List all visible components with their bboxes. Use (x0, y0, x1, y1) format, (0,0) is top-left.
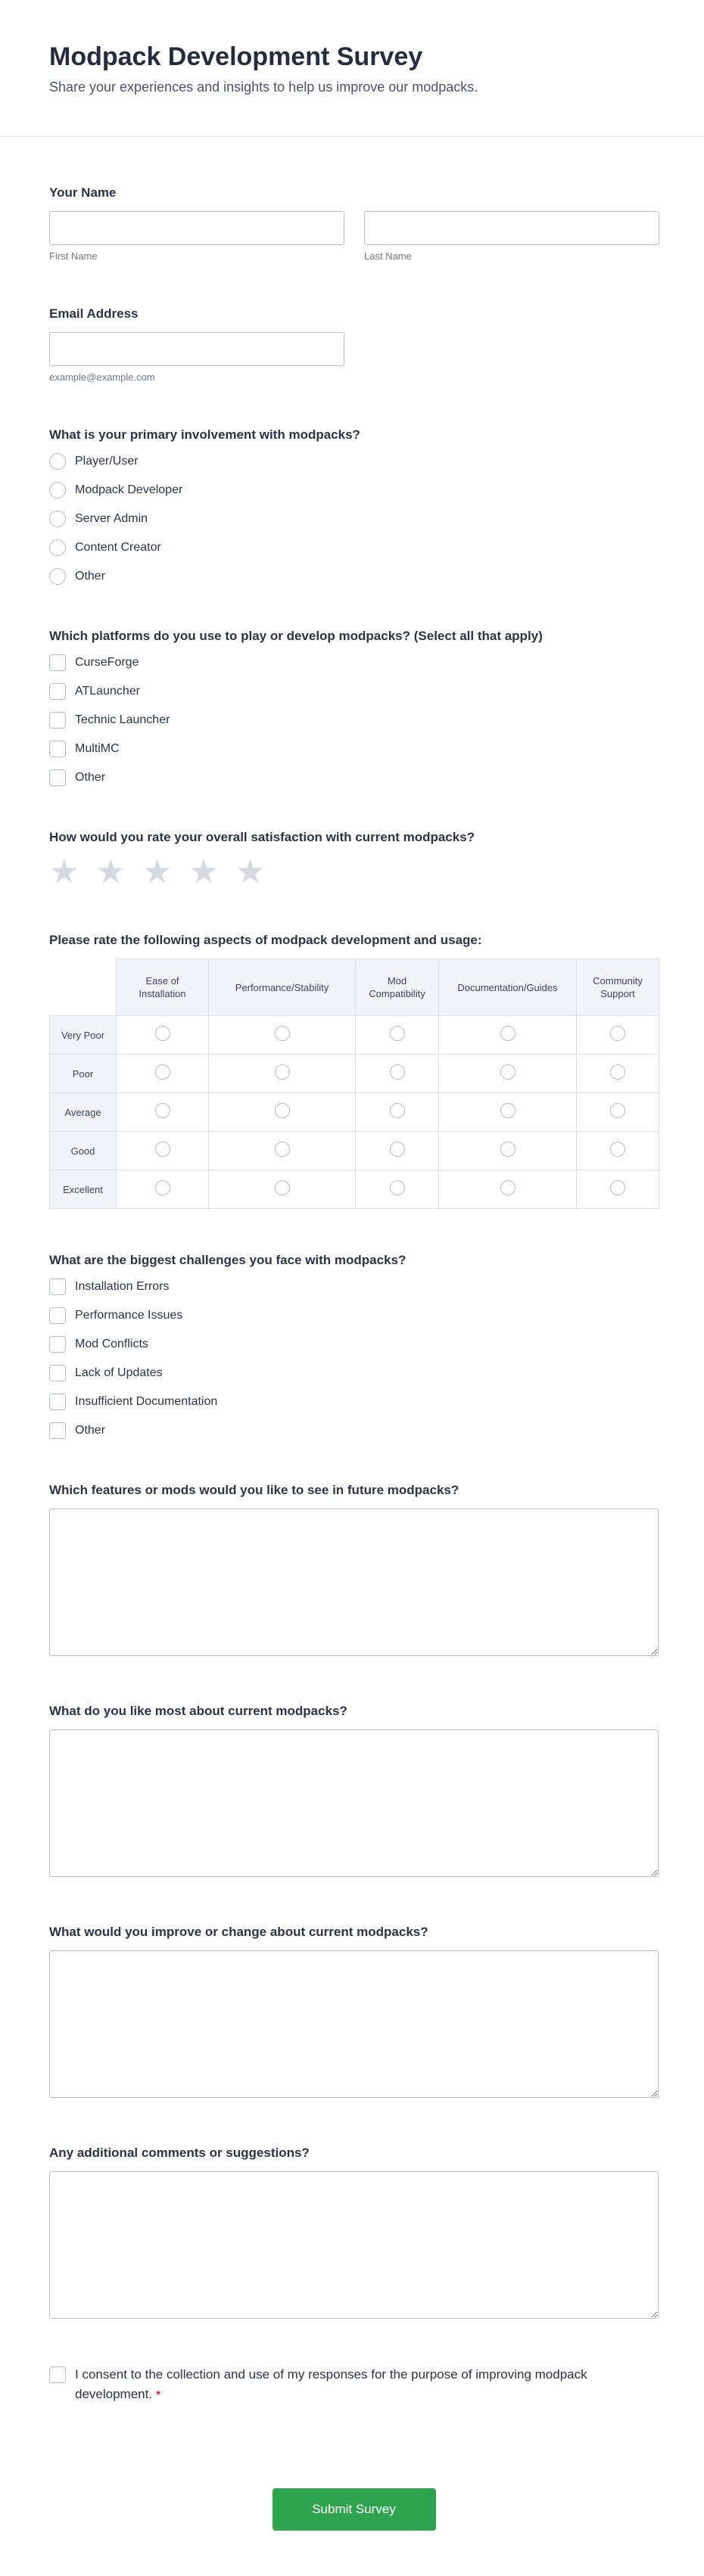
consent-label-text: I consent to the collection and use of my responses for the purpose of improving modpack development. (75, 2367, 587, 2401)
satisfaction-label: How would you rate your overall satisfaction with current modpacks? (49, 830, 475, 844)
matrix-cell[interactable] (356, 1093, 439, 1132)
checkbox-icon[interactable] (49, 1279, 66, 1295)
matrix-radio-icon[interactable] (500, 1026, 516, 1041)
matrix-radio-icon[interactable] (275, 1026, 290, 1041)
matrix-radio-icon[interactable] (390, 1064, 405, 1080)
matrix-cell[interactable] (117, 1170, 209, 1209)
matrix-cell[interactable] (577, 1170, 659, 1209)
checkbox-option-performance-issues[interactable] (49, 1307, 659, 1324)
name-label: Your Name (49, 185, 117, 200)
matrix-cell[interactable] (117, 1016, 209, 1055)
radio-icon[interactable] (49, 511, 66, 527)
matrix-radio-icon[interactable] (390, 1026, 405, 1041)
comments-label: Any additional comments or suggestions? (49, 2146, 310, 2160)
checkbox-option-other-challenge[interactable] (49, 1422, 659, 1439)
option-label: Content Creator (75, 541, 161, 554)
option-label: Player/User (75, 455, 139, 468)
matrix-cell[interactable] (577, 1016, 659, 1055)
matrix-cell[interactable] (209, 1055, 356, 1093)
star-icon[interactable]: ★ (188, 853, 219, 890)
matrix-radio-icon[interactable] (610, 1026, 625, 1041)
checkbox-option-insufficient-documentation[interactable] (49, 1394, 659, 1410)
option-label: Performance Issues (75, 1309, 183, 1322)
matrix-cell[interactable] (117, 1093, 209, 1132)
matrix-radio-icon[interactable] (275, 1142, 290, 1157)
matrix-cell[interactable] (439, 1016, 577, 1055)
matrix-radio-icon[interactable] (610, 1103, 625, 1118)
matrix-radio-icon[interactable] (275, 1103, 290, 1118)
checkbox-option-lack-of-updates[interactable] (49, 1365, 659, 1381)
matrix-radio-icon[interactable] (275, 1064, 290, 1080)
matrix-cell[interactable] (209, 1132, 356, 1170)
option-label: Lack of Updates (75, 1366, 163, 1379)
matrix-row-very-poor (50, 1016, 659, 1055)
matrix-radio-icon[interactable] (275, 1180, 290, 1195)
question-satisfaction (49, 828, 659, 889)
matrix-radio-icon[interactable] (155, 1180, 170, 1195)
radio-icon[interactable] (49, 568, 66, 585)
radio-option-content-creator[interactable] (49, 539, 659, 556)
first-name-field (49, 211, 344, 263)
question-improve (49, 1923, 659, 2102)
checkbox-option-installation-errors[interactable] (49, 1279, 659, 1295)
challenges-options (49, 1279, 659, 1439)
question-your-name (49, 184, 659, 263)
option-label: CurseForge (75, 656, 139, 669)
email-label: Email Address (49, 306, 139, 321)
matrix-radio-icon[interactable] (390, 1142, 405, 1157)
matrix-cell[interactable] (577, 1093, 659, 1132)
option-label: MultiMC (75, 742, 120, 755)
matrix-cell[interactable] (356, 1132, 439, 1170)
radio-icon[interactable] (49, 539, 66, 556)
matrix-cell[interactable] (117, 1055, 209, 1093)
matrix-radio-icon[interactable] (500, 1142, 516, 1157)
option-label: Server Admin (75, 512, 148, 525)
improve-label: What would you improve or change about current modpacks? (49, 1925, 428, 1939)
option-label: Mod Conflicts (75, 1338, 148, 1350)
improve-textarea[interactable] (49, 1950, 659, 2098)
matrix-radio-icon[interactable] (610, 1180, 625, 1195)
email-input[interactable] (49, 332, 344, 366)
matrix-label: Please rate the following aspects of modpack development and usage: (49, 933, 482, 947)
option-label: Other (75, 771, 106, 784)
question-like-most (49, 1702, 659, 1881)
matrix-cell[interactable] (439, 1132, 577, 1170)
checkbox-option-mod-conflicts[interactable] (49, 1336, 659, 1353)
checkbox-icon[interactable] (49, 769, 66, 786)
submit-button[interactable]: Submit Survey (273, 2488, 436, 2531)
option-label: Technic Launcher (75, 713, 170, 726)
star-icon[interactable]: ★ (235, 853, 266, 890)
radio-option-player-user[interactable] (49, 453, 659, 470)
radio-option-modpack-developer[interactable] (49, 482, 659, 499)
matrix-row-header: Poor (50, 1055, 117, 1093)
matrix-cell[interactable] (439, 1093, 577, 1132)
checkbox-icon[interactable] (49, 1394, 66, 1410)
matrix-radio-icon[interactable] (500, 1180, 516, 1195)
checkbox-option-atlauncher[interactable] (49, 683, 659, 700)
matrix-row-header: Good (50, 1132, 117, 1170)
matrix-radio-icon[interactable] (390, 1103, 405, 1118)
consent-field[interactable] (49, 2365, 659, 2405)
matrix-cell[interactable] (356, 1055, 439, 1093)
matrix-col-mod-compatibility: Mod Compatibility (356, 959, 439, 1016)
checkbox-icon[interactable] (49, 1336, 66, 1353)
matrix-cell[interactable] (356, 1170, 439, 1209)
matrix-row-excellent (50, 1170, 659, 1209)
matrix-radio-icon[interactable] (155, 1142, 170, 1157)
matrix-row-header: Average (50, 1093, 117, 1132)
matrix-header-row (50, 959, 659, 1016)
star-icon[interactable]: ★ (49, 853, 79, 890)
checkbox-icon[interactable] (49, 1422, 66, 1439)
matrix-radio-icon[interactable] (155, 1103, 170, 1118)
checkbox-icon[interactable] (49, 712, 66, 729)
last-name-field (364, 211, 659, 263)
checkbox-option-other[interactable] (49, 769, 659, 786)
email-sublabel: example@example.com (49, 371, 155, 383)
option-label: Modpack Developer (75, 483, 183, 496)
first-name-input[interactable] (49, 211, 344, 245)
required-asterisk: * (156, 2388, 160, 2401)
option-label: Installation Errors (75, 1280, 170, 1293)
matrix-radio-icon[interactable] (390, 1180, 405, 1195)
consent-label (75, 2365, 635, 2405)
involvement-label: What is your primary involvement with modpacks? (49, 427, 360, 442)
matrix-row-header: Very Poor (50, 1016, 117, 1055)
last-name-sublabel: Last Name (364, 250, 412, 262)
matrix-radio-icon[interactable] (610, 1142, 625, 1157)
star-icon[interactable]: ★ (95, 853, 126, 890)
future-features-textarea[interactable] (49, 1509, 659, 1656)
matrix-row-poor (50, 1055, 659, 1093)
option-label: Insufficient Documentation (75, 1395, 218, 1408)
platforms-label: Which platforms do you use to play or develop modpacks? (Select all that apply) (49, 629, 543, 643)
checkbox-option-curseforge[interactable] (49, 654, 659, 671)
matrix-col-performance-stability: Performance/Stability (209, 959, 356, 1016)
option-label: Other (75, 1424, 106, 1437)
checkbox-icon[interactable] (49, 683, 66, 700)
like-most-label: What do you like most about current modpacks? (49, 1704, 347, 1718)
checkbox-option-multimc[interactable] (49, 741, 659, 757)
platforms-options (49, 654, 659, 786)
question-future-features (49, 1481, 659, 1660)
matrix-radio-icon[interactable] (155, 1026, 170, 1041)
matrix-cell[interactable] (209, 1016, 356, 1055)
checkbox-icon[interactable] (49, 741, 66, 757)
matrix-cell[interactable] (209, 1170, 356, 1209)
checkbox-icon[interactable] (49, 1307, 66, 1324)
last-name-input[interactable] (364, 211, 659, 245)
star-rating (49, 853, 659, 890)
question-rating-matrix (49, 931, 659, 1209)
matrix-col-community-support: Community Support (577, 959, 659, 1016)
radio-icon[interactable] (49, 453, 66, 470)
checkbox-option-technic-launcher[interactable] (49, 712, 659, 729)
option-label: Other (75, 570, 106, 583)
question-email (49, 305, 659, 384)
question-comments (49, 2144, 659, 2323)
matrix-cell[interactable] (577, 1132, 659, 1170)
checkbox-icon[interactable] (49, 1365, 66, 1381)
challenges-label: What are the biggest challenges you face with modpacks? (49, 1253, 407, 1267)
submit-row (49, 2488, 659, 2531)
matrix-cell[interactable] (117, 1132, 209, 1170)
matrix-col-documentation-guides: Documentation/Guides (439, 959, 577, 1016)
matrix-radio-icon[interactable] (500, 1064, 516, 1080)
matrix-row-header: Excellent (50, 1170, 117, 1209)
matrix-cell[interactable] (439, 1170, 577, 1209)
name-fields (49, 211, 659, 263)
matrix-cell[interactable] (209, 1093, 356, 1132)
involvement-options (49, 453, 659, 585)
radio-option-server-admin[interactable] (49, 511, 659, 527)
matrix-row-good (50, 1132, 659, 1170)
question-platforms (49, 627, 659, 786)
consent-checkbox-icon[interactable] (49, 2366, 66, 2383)
comments-textarea[interactable] (49, 2171, 659, 2319)
form-title: Modpack Development Survey (49, 42, 423, 71)
first-name-sublabel: First Name (49, 250, 98, 262)
matrix-cell[interactable] (356, 1016, 439, 1055)
header-divider (0, 136, 704, 137)
rating-matrix-table (49, 959, 659, 1209)
matrix-cell[interactable] (439, 1055, 577, 1093)
matrix-cell[interactable] (577, 1055, 659, 1093)
question-involvement (49, 426, 659, 585)
matrix-radio-icon[interactable] (155, 1064, 170, 1080)
radio-icon[interactable] (49, 482, 66, 499)
question-challenges (49, 1251, 659, 1439)
star-icon[interactable]: ★ (142, 853, 173, 890)
matrix-radio-icon[interactable] (610, 1064, 625, 1080)
checkbox-icon[interactable] (49, 654, 66, 671)
matrix-radio-icon[interactable] (500, 1103, 516, 1118)
matrix-row-average (50, 1093, 659, 1132)
form-subtitle: Share your experiences and insights to help us improve our modpacks. (49, 79, 478, 95)
like-most-textarea[interactable] (49, 1729, 659, 1877)
future-features-label: Which features or mods would you like to see in future modpacks? (49, 1483, 459, 1497)
matrix-col-ease-of-installation: Ease of Installation (117, 959, 209, 1016)
option-label: ATLauncher (75, 685, 140, 698)
matrix-corner-cell (50, 959, 117, 1016)
radio-option-other[interactable] (49, 568, 659, 585)
